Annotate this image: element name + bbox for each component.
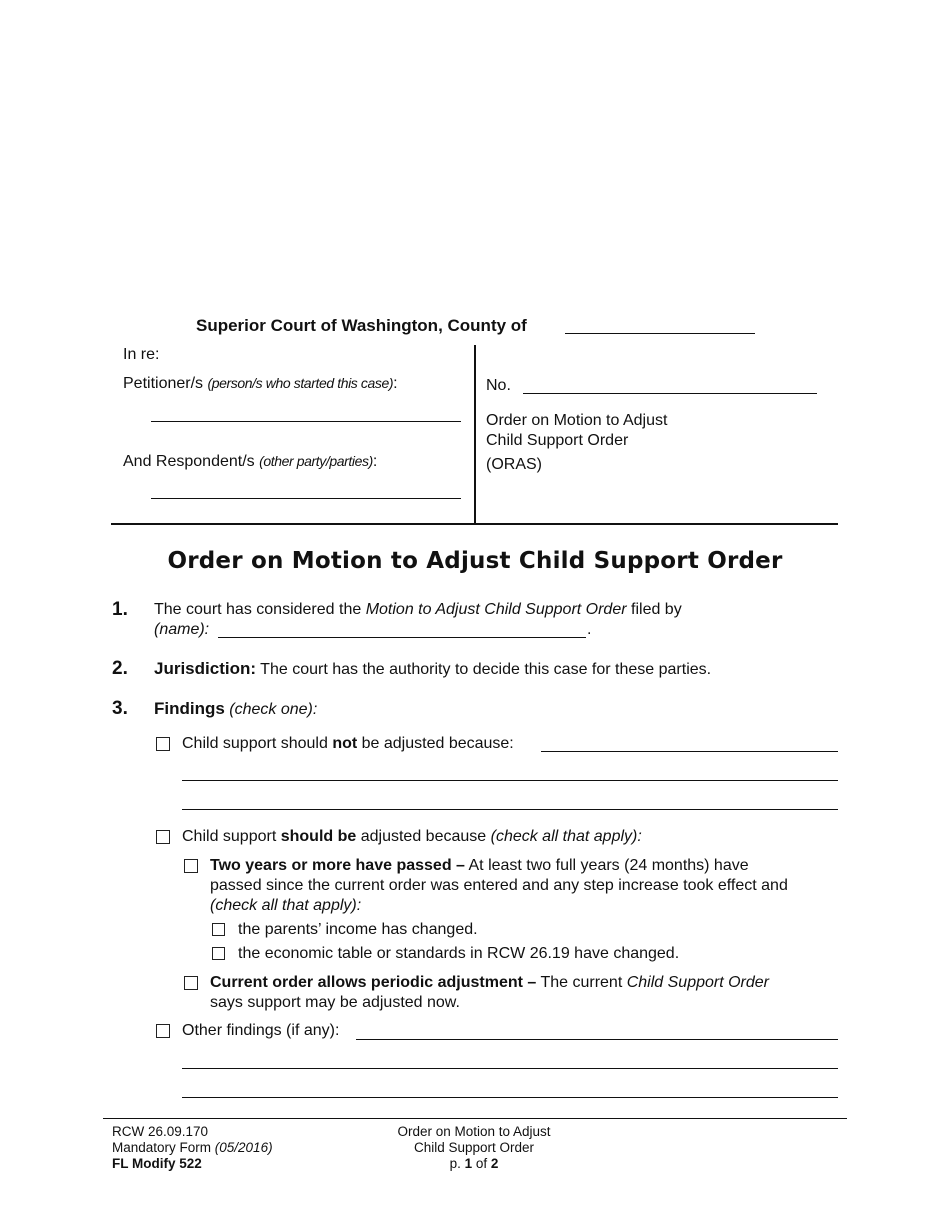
footer-page-total: 2 bbox=[490, 1156, 499, 1171]
checkbox-periodic-adjustment[interactable] bbox=[184, 976, 198, 990]
respondent-label bbox=[123, 453, 377, 471]
checkbox-income-changed[interactable] bbox=[212, 923, 225, 936]
opt-should-hint: (check all that apply): bbox=[490, 828, 642, 845]
table-changed-label: the economic table or standards in RCW 26.19 have changed. bbox=[238, 945, 680, 962]
periodic-order-title: Child Support Order bbox=[626, 974, 770, 991]
section-1-text-b: filed by bbox=[626, 601, 682, 618]
section-1-period: . bbox=[587, 621, 592, 638]
petitioner-name-field[interactable] bbox=[151, 421, 461, 422]
section-3-hint: (check one): bbox=[224, 701, 318, 718]
opt-should-adjust-label bbox=[182, 828, 642, 846]
footer-page-number bbox=[374, 1156, 574, 1172]
other-findings-label: Other findings (if any): bbox=[182, 1022, 340, 1039]
footer-mandatory-date: (05/2016) bbox=[214, 1140, 273, 1155]
opt-should-bold: should be bbox=[280, 828, 357, 845]
checkbox-not-adjusted[interactable] bbox=[156, 737, 170, 751]
checkbox-other-findings[interactable] bbox=[156, 1024, 170, 1038]
other-findings-field-2[interactable] bbox=[182, 1068, 838, 1069]
page-title: Order on Motion to Adjust Child Support Order bbox=[167, 548, 783, 574]
caption-bottom-rule bbox=[111, 523, 838, 525]
footer-page-prefix: p. bbox=[449, 1156, 465, 1171]
in-re-label: In re: bbox=[123, 346, 160, 363]
footer-title-line1: Order on Motion to Adjust bbox=[397, 1124, 551, 1139]
case-number-label: No. bbox=[486, 377, 511, 394]
footer-title-line2: Child Support Order bbox=[413, 1140, 535, 1155]
periodic-line2: says support may be adjusted now. bbox=[210, 994, 460, 1011]
two-years-heading: Two years or more have passed – bbox=[210, 857, 465, 874]
section-1-motion-title: Motion to Adjust Child Support Order bbox=[365, 601, 627, 618]
section-1-text bbox=[154, 601, 682, 619]
footer-left bbox=[112, 1124, 273, 1172]
periodic-heading: Current order allows periodic adjustment – bbox=[210, 974, 537, 991]
opt-should-text-b: adjusted because bbox=[356, 828, 491, 845]
not-adjusted-reason-field-2[interactable] bbox=[182, 780, 838, 781]
footer-rule bbox=[103, 1118, 847, 1119]
respondent-label-text: And Respondent/s bbox=[123, 453, 255, 470]
not-adjusted-reason-field-3[interactable] bbox=[182, 809, 838, 810]
petitioner-label-text: Petitioner/s bbox=[123, 375, 204, 392]
footer-page-current: 1 bbox=[464, 1156, 473, 1171]
respondent-name-field[interactable] bbox=[151, 498, 461, 499]
section-2-text bbox=[154, 659, 711, 679]
income-changed-label: the parents’ income has changed. bbox=[238, 921, 478, 938]
section-3-heading-text: Findings bbox=[154, 699, 225, 718]
section-2-number: 2. bbox=[112, 658, 128, 679]
periodic-text-a: The current bbox=[536, 974, 627, 991]
section-3-heading bbox=[154, 699, 317, 719]
footer-mandatory bbox=[112, 1140, 273, 1156]
section-1-number: 1. bbox=[112, 599, 128, 620]
court-heading: Superior Court of Washington, County of bbox=[196, 316, 527, 335]
petitioner-colon: : bbox=[393, 375, 398, 392]
doc-title-line2: Child Support Order bbox=[486, 432, 629, 449]
section-2-heading: Jurisdiction: bbox=[154, 659, 257, 678]
section-3-number: 3. bbox=[112, 698, 128, 719]
opt-not-bold: not bbox=[332, 735, 358, 752]
footer-center bbox=[374, 1124, 574, 1172]
case-number-field[interactable] bbox=[523, 393, 817, 394]
footer-form-id: FL Modify 522 bbox=[112, 1156, 202, 1171]
caption-divider bbox=[474, 345, 476, 525]
footer-mandatory-text: Mandatory Form bbox=[112, 1140, 215, 1155]
county-field[interactable] bbox=[565, 333, 755, 334]
other-findings-field-3[interactable] bbox=[182, 1097, 838, 1098]
two-years-line2: passed since the current order was entered and any step increase took effect and bbox=[210, 877, 788, 894]
petitioner-label bbox=[123, 375, 398, 393]
opt-should-text-a: Child support bbox=[182, 828, 281, 845]
section-2-body: The court has the authority to decide this case for these parties. bbox=[256, 661, 712, 678]
opt-not-adjusted-label bbox=[182, 735, 514, 753]
respondent-colon: : bbox=[372, 453, 378, 470]
periodic-line1 bbox=[210, 974, 769, 992]
not-adjusted-reason-field-1[interactable] bbox=[541, 751, 838, 752]
filer-name-field[interactable] bbox=[218, 637, 586, 638]
checkbox-two-years[interactable] bbox=[184, 859, 198, 873]
respondent-hint: (other party/parties) bbox=[259, 453, 373, 469]
footer-rcw: RCW 26.09.170 bbox=[112, 1124, 209, 1139]
opt-not-text-a: Child support should bbox=[182, 735, 333, 752]
two-years-line1 bbox=[210, 857, 749, 875]
checkbox-table-changed[interactable] bbox=[212, 947, 225, 960]
footer-page-of: of bbox=[472, 1156, 491, 1171]
doc-abbrev: (ORAS) bbox=[486, 456, 542, 473]
opt-not-text-b: be adjusted because: bbox=[357, 735, 514, 752]
doc-title-line1: Order on Motion to Adjust bbox=[486, 412, 668, 429]
petitioner-hint: (person/s who started this case) bbox=[207, 375, 394, 391]
two-years-hint: (check all that apply): bbox=[210, 897, 362, 914]
section-1-text-a: The court has considered the bbox=[154, 601, 366, 618]
checkbox-should-adjust[interactable] bbox=[156, 830, 170, 844]
two-years-text-1: At least two full years (24 months) have bbox=[464, 857, 749, 874]
section-1-name-label: (name): bbox=[154, 621, 210, 638]
other-findings-field-1[interactable] bbox=[356, 1039, 838, 1040]
